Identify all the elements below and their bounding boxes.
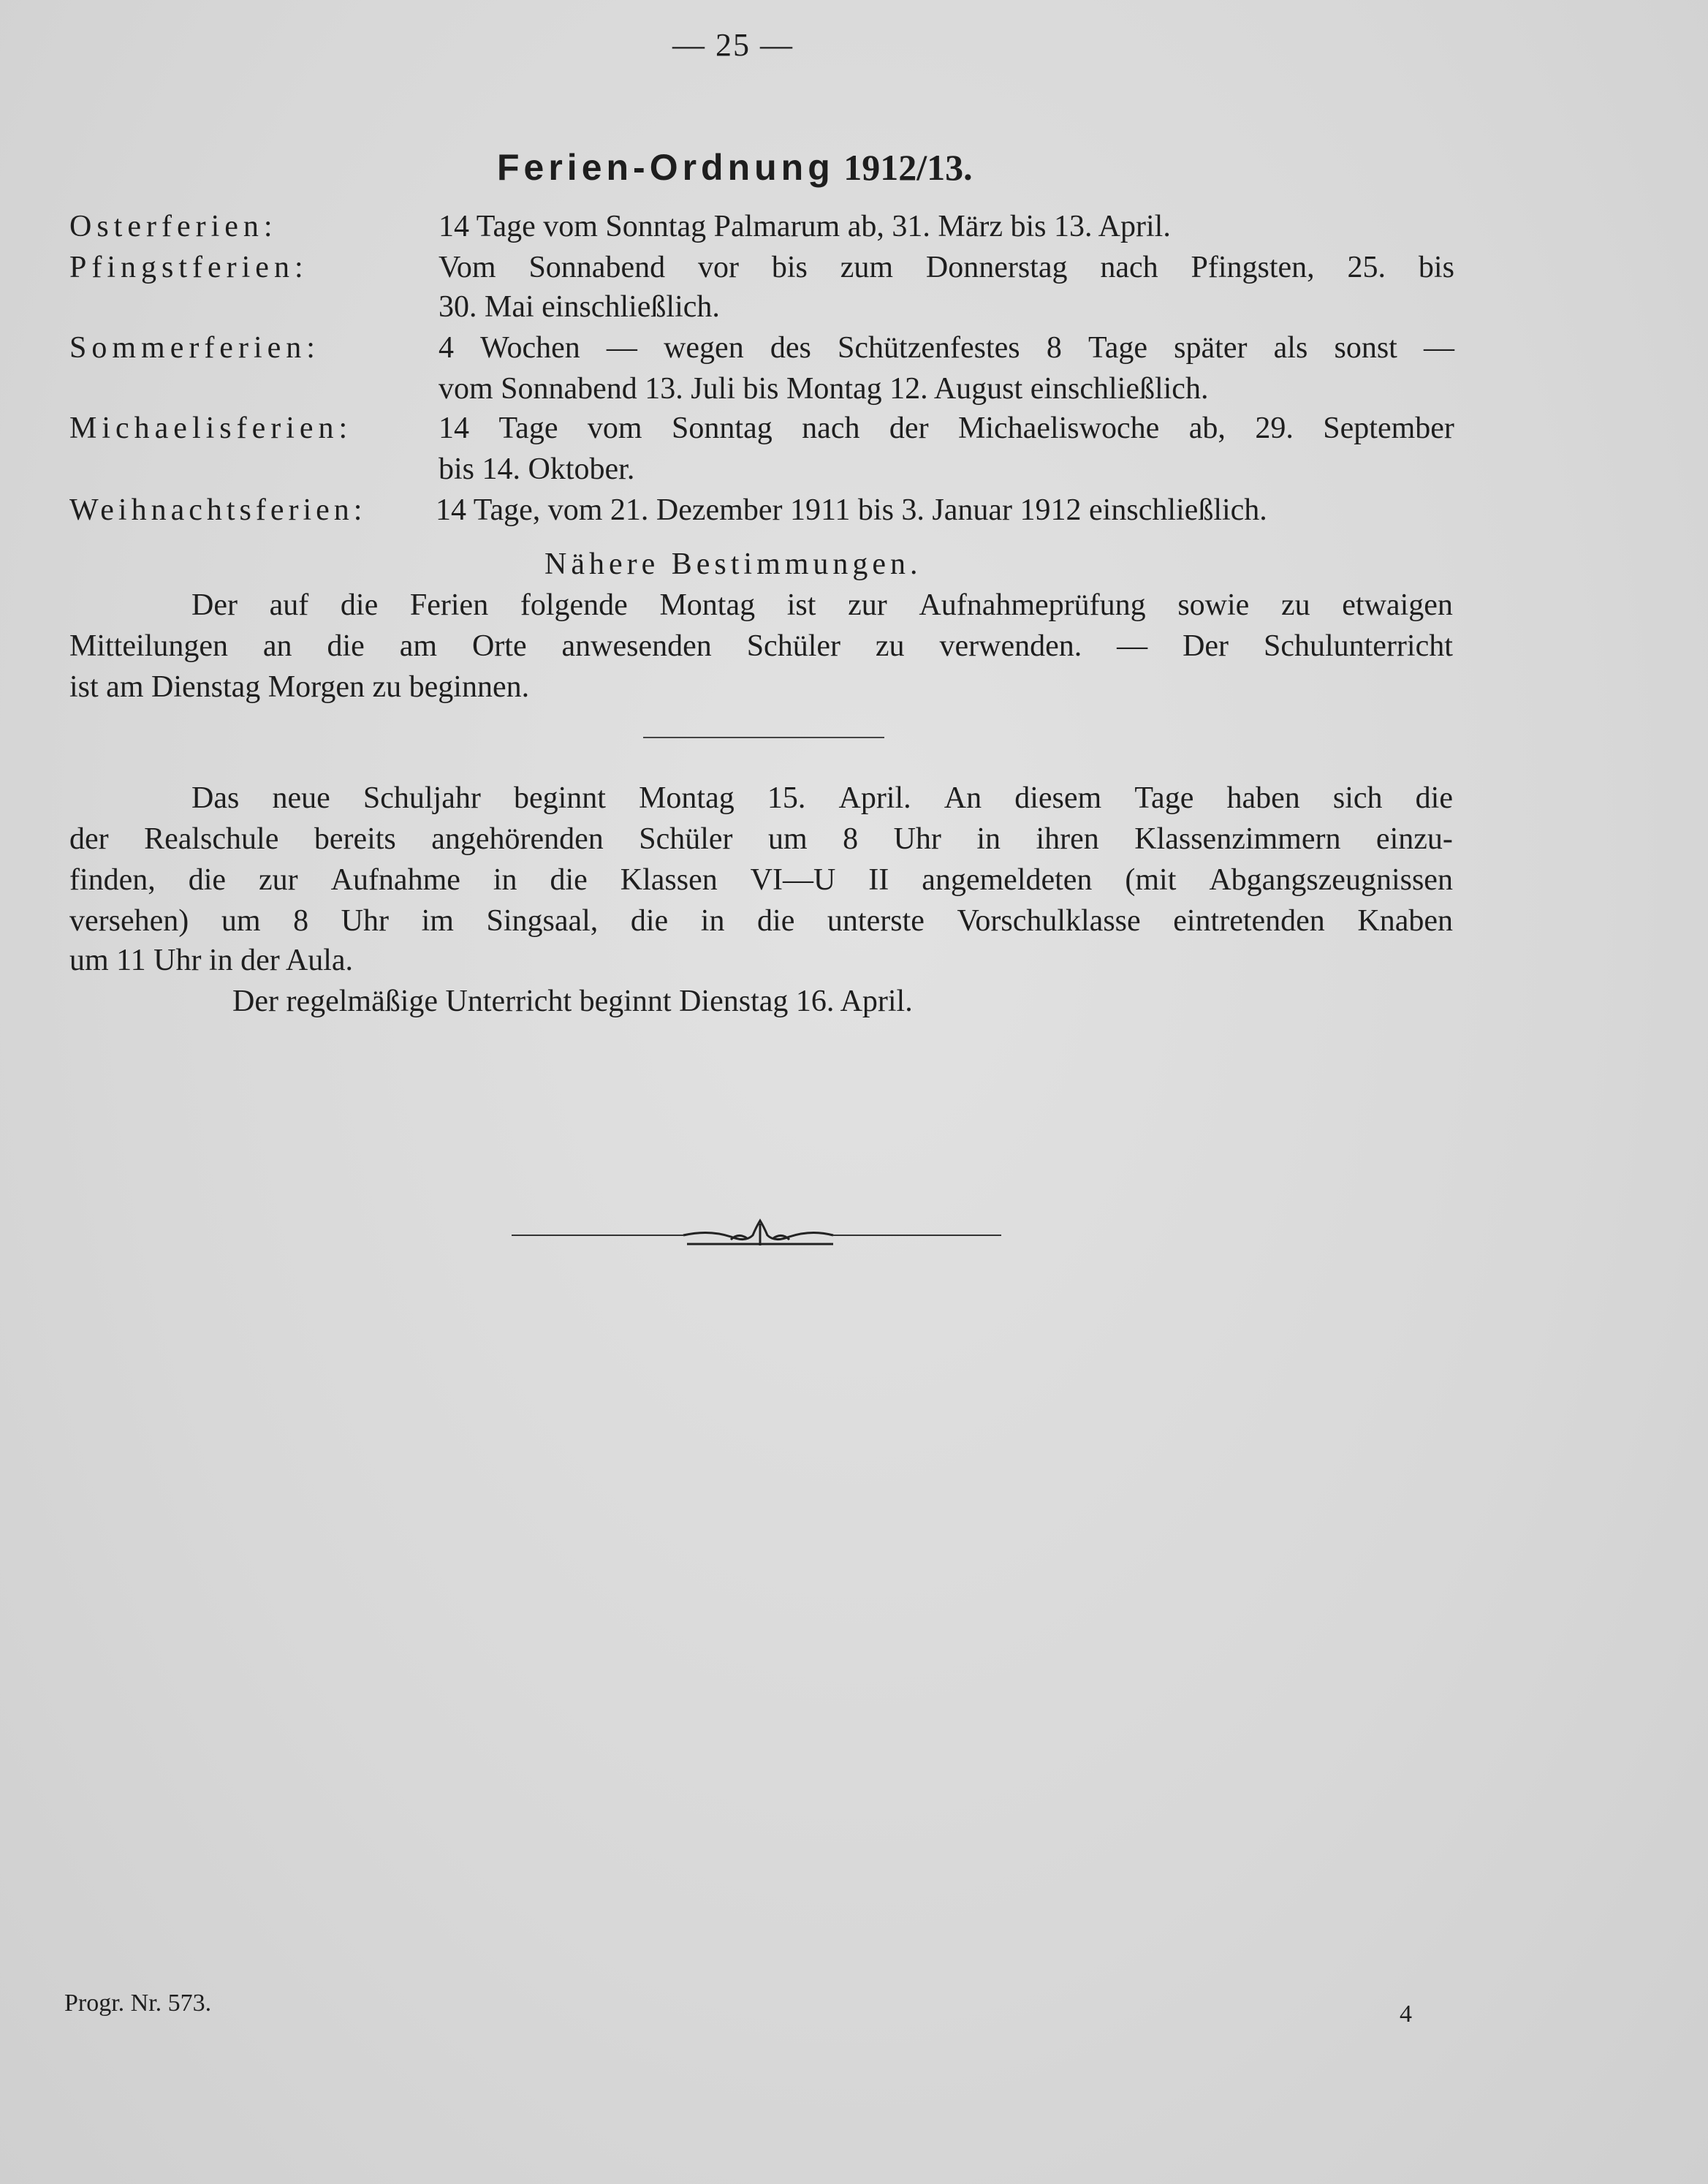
school-year-line-5: um 11 Uhr in der Aula. — [69, 944, 354, 977]
details-heading: Nähere Bestimmungen. — [544, 547, 922, 581]
school-year-line-1: Das neue Schuljahr beginnt Montag 15. April. An diesem Tage haben sich die — [191, 781, 1453, 815]
details-line-3: ist am Dienstag Morgen zu beginnen. — [69, 670, 530, 704]
section-divider — [643, 737, 884, 738]
holiday-line-ostern-1: 14 Tage vom Sonntag Palmarum ab, 31. März bis 13. April. — [439, 210, 1171, 243]
details-line-2: Mitteilungen an die am Orte anwesenden Schüler zu verwenden. — Der Schulunterricht — [69, 629, 1453, 663]
holiday-label-ostern: Osterferien: — [69, 210, 278, 243]
holiday-label-sommer: Sommerferien: — [69, 331, 320, 365]
page-number: — 25 — — [672, 27, 794, 63]
details-line-1: Der auf die Ferien folgende Montag ist zur Aufnahmeprüfung sowie zu etwaigen — [191, 588, 1453, 622]
holiday-line-pfingsten-2: 30. Mai einschließlich. — [439, 290, 720, 324]
holiday-line-sommer-1: 4 Wochen — wegen des Schützenfestes 8 Tage später als sonst — — [439, 331, 1454, 365]
holiday-line-sommer-2: vom Sonnabend 13. Juli bis Montag 12. August einschließlich. — [439, 372, 1209, 406]
holiday-line-pfingsten-1: Vom Sonnabend vor bis zum Donnerstag nach Pfingsten, 25. bis — [439, 251, 1454, 284]
holiday-label-pfingsten: Pfingstferien: — [69, 251, 308, 284]
school-year-line-3: finden, die zur Aufnahme in die Klassen VI—U II angemeldeten (mit Abgangszeugnissen — [69, 863, 1453, 897]
holiday-label-michaelis: Michaelisferien: — [69, 412, 353, 445]
title-main: Ferien-Ordnung — [497, 147, 835, 188]
ornament-divider-icon — [512, 1213, 1009, 1264]
school-year-line-2: der Realschule bereits angehörenden Schüler um 8 Uhr in ihren Klassenzimmern einzu- — [69, 822, 1453, 856]
school-year-line-4: versehen) um 8 Uhr im Singsaal, die in die unterste Vorschulklasse eintretenden Knaben — [69, 904, 1453, 938]
school-year-closing: Der regelmäßige Unterricht beginnt Dienstag 16. April. — [232, 985, 913, 1018]
holiday-line-michaelis-2: bis 14. Oktober. — [439, 452, 635, 486]
title-years: 1912/13. — [843, 147, 973, 188]
holiday-line-michaelis-1: 14 Tage vom Sonntag nach der Michaeliswoche ab, 29. September — [439, 412, 1454, 445]
sheet-number: 4 — [1400, 2001, 1412, 2028]
page-title — [497, 146, 973, 189]
holiday-label-weihnachten: Weihnachtsferien: — [69, 493, 367, 527]
program-number: Progr. Nr. 573. — [64, 1990, 212, 2017]
holiday-line-weihnachten-1: 14 Tage, vom 21. Dezember 1911 bis 3. Januar 1912 einschließlich. — [436, 493, 1267, 527]
